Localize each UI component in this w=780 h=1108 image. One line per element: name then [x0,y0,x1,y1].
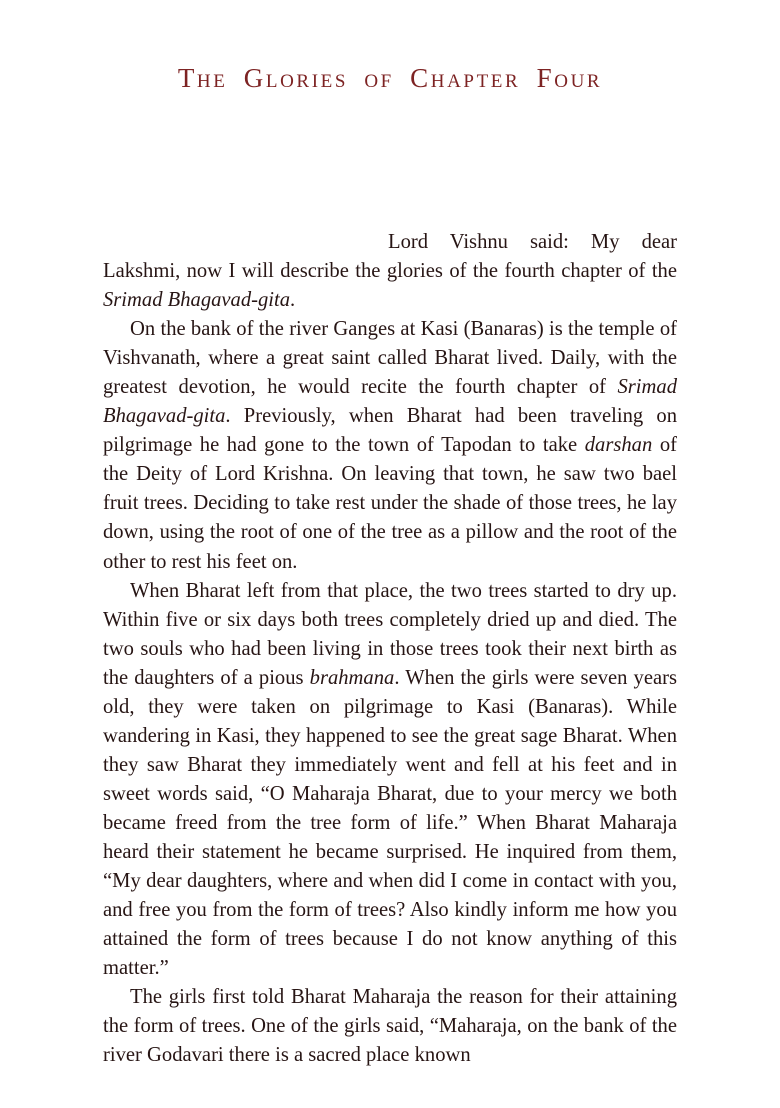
paragraph [103,983,677,1070]
body-text-column [103,228,677,1070]
text-run: On the bank of the river Ganges at Kasi (Banaras) is the temple of Vishvanath, where a great saint called Bharat lived. Daily, with the greatest devotion, he would recite the fourth chapter of [103,318,677,399]
text-run: When Bharat left from that place, the two trees started to dry up. Within five or six days both trees completely dried up and died. The two souls who had been living in those trees took their next birth as the daughters of a pious [103,579,677,689]
paragraph [103,228,677,315]
emphasis-text: brahmana [309,666,395,689]
paragraph [103,577,677,984]
text-run: Lord Vishnu said: My dear Lakshmi, now I will describe the glories of the fourth chapter of the [103,231,677,283]
text-run: The girls first told Bharat Maharaja the reason for their attaining the form of trees. One of the girls said, “Maharaja, on the bank of the river Godavari there is a sacred place known [103,986,677,1067]
page-title: The Glories of Chapter Four [177,63,603,94]
emphasis-text: Srimad Bhagavad-gita [103,376,677,428]
text-run: . Previously, when Bharat had been traveling on pilgrimage he had gone to the town of Tapodan to take [103,405,677,457]
paragraph [103,315,677,576]
text-run: of the Deity of Lord Krishna. On leaving that town, he saw two bael fruit trees. Deciding to take rest under the shade of those trees, he lay down, using the root of one of the tree as a pillow and the root of the other to rest his feet on. [103,434,677,573]
emphasis-text: Srimad Bhagavad-gita [103,289,291,312]
emphasis-text: darshan [584,434,653,457]
text-run: . When the girls were seven years old, they were taken on pilgrimage to Kasi (Banaras). While wandering in Kasi, they happened to see the great sage Bharat. When they saw Bharat they immediately went and fell at his feet and in sweet words said, “O Maharaja Bharat, due to your mercy we both became freed from the tree form of life.” When Bharat Maharaja heard their statement he became surprised. He inquired from them, “My dear daughters, where and when did I come in contact with you, and free you from the form of trees? Also kindly inform me how you attained the form of trees because I do not know anything of this matter.” [103,666,677,980]
text-run: . [290,289,296,312]
